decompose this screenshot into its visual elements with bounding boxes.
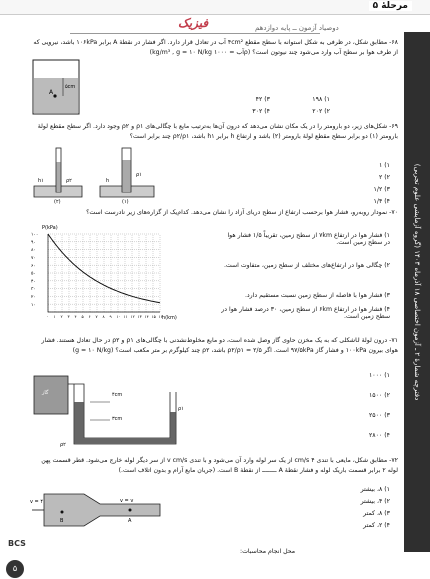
- q70-x-tick: ۱۲: [130, 314, 135, 319]
- q68-option-2[interactable]: ۲) ۲۰۲: [312, 108, 330, 115]
- subtitle: دوصیاد آزمون ــ پایه دوازدهم: [255, 24, 339, 32]
- q71-label-pbottom: ۳cm: [112, 416, 123, 422]
- q70-chart: [30, 222, 190, 332]
- scratch-note: محل انجام محاسبات:: [240, 548, 296, 555]
- question-68-text: ۶۸- مطابق شکل، در ظرفی به شکل استوانه با سطح مقطع ۴cm² آب در تعادل قرار دارد. اگر فشار در نقطۀ A برابر ۱۰۶kPa باشد، نیرویی که از طرف هوا بر سطح آب وارد می‌شود چند نیوتون است؟ (ρآب = ۱۰۰۰ kg/m³ , g = ۱۰ N/kg): [33, 39, 398, 57]
- q71-option-3[interactable]: ۳) ۲۵۰۰: [368, 412, 390, 419]
- q70-y-tick: ۱۰: [31, 302, 36, 308]
- q71-label-rho2: ρ۲: [60, 442, 66, 448]
- q70-x-tick: ۰: [46, 314, 49, 319]
- q70-x-tick: ۱۳: [137, 314, 142, 319]
- q70-x-tick: ۸: [102, 314, 105, 319]
- q70-x-tick: ۹: [109, 314, 112, 319]
- q70-y-tick: ۵۰: [31, 271, 36, 277]
- q71-option-2[interactable]: ۲) ۱۵۰۰: [368, 392, 390, 399]
- q69-label-2: (۲): [54, 199, 61, 204]
- q72-label-v-in: v = ۴: [30, 499, 44, 505]
- q70-x-tick: ۳: [67, 314, 70, 319]
- q72-option-2[interactable]: ۲) ۴، بیشتر: [360, 498, 390, 505]
- q70-y-tick: ۴۰: [31, 279, 36, 285]
- page-number: ۵: [12, 564, 18, 573]
- q70-x-tick: ۱۱: [123, 314, 128, 319]
- q68-option-1[interactable]: ۱) ۱۹۸: [312, 96, 330, 103]
- stage-label: مرحلۀ ۵: [369, 1, 412, 11]
- q70-y-tick: ۳۰: [31, 287, 36, 293]
- q70-y-tick: ۷۰: [31, 256, 36, 261]
- q70-x-tick: ۱۴: [144, 314, 149, 319]
- q72-figure: [30, 486, 170, 530]
- q68-label-depth: ۵cm: [65, 84, 76, 90]
- question-71-text: ۷۱- درون لولۀ U‌شکلی که به یک مخزن حاوی گاز وصل شده است، دو مایع مخلوط‌نشدنی با چگالی‌های ρ۱ و ρ۲ در حال تعادل هستند. فشار هوای بیرون ۱۰۰kPa و فشار گاز ۹۷/۵kPa است. اگر ρ۲/ρ۱ = ۲/۵ باشد، ρ۲ چند کیلوگرم بر متر مکعب است؟ (g = ۱۰ N/kg): [41, 337, 398, 355]
- question-71: [30, 336, 398, 356]
- q71-label-gas: گاز: [42, 390, 49, 396]
- q70-y-tick: ۹۰: [31, 240, 36, 246]
- question-70: [30, 208, 398, 218]
- q71-option-4[interactable]: ۴) ۲۸۰۰: [368, 432, 390, 439]
- subject-title: فیزیک: [178, 16, 209, 30]
- q70-option-4[interactable]: ۴) فشار هوا در ارتفاع ۶km از سطح زمین، ۳۰ درصد فشار هوا در سطح زمین است.: [221, 306, 390, 320]
- q68-label-a: A: [49, 89, 54, 96]
- q70-x-tick: ۴: [74, 314, 77, 319]
- q69-option-1[interactable]: ۱) ۱: [378, 162, 390, 169]
- q72-option-4[interactable]: ۴) ۲، کمتر: [363, 522, 390, 529]
- q72-label-a: A: [128, 518, 132, 524]
- q70-y-label: P(kPa): [42, 225, 58, 231]
- q68-option-3[interactable]: ۳) ۴۲: [255, 96, 270, 103]
- footer-brand: BCS: [8, 539, 26, 548]
- q71-label-rho1: ρ۱: [178, 406, 184, 412]
- q71-figure: [30, 372, 200, 450]
- page-number-badge: [6, 560, 24, 578]
- q69-label-rho2: ρ۲: [66, 178, 72, 184]
- q69-label-1: (۱): [122, 199, 129, 204]
- q70-x-tick: ۱۰: [116, 314, 121, 319]
- question-69-text: ۶۹- شکل‌های زیر، دو بارومتر را در یک مکان نشان می‌دهد که درون آن‌ها به‌ترتیب مایع با چگالی‌های ρ۱ و ρ۲ وجود دارد. اگر سطح مقطع لولۀ بارومتر (۱) دو برابر سطح مقطع لولۀ بارومتر (۲) باشد و ارتفاع h برابر h۱ باشد، ρ۲/ρ۱ چند برابر است؟: [37, 123, 398, 141]
- q69-option-4[interactable]: ۴) ۱/۴: [373, 198, 390, 205]
- q70-x-tick: ۱: [53, 314, 56, 319]
- q70-x-tick: ۱۶: [158, 314, 163, 319]
- q70-grid: [48, 234, 160, 312]
- q69-option-3[interactable]: ۳) ۱/۲: [373, 186, 390, 193]
- q68-figure: [25, 56, 89, 118]
- q70-x-tick: ۷: [95, 314, 98, 319]
- q69-label-rho1: ρ۱: [136, 172, 142, 178]
- q70-y-tick: ۲۰: [31, 295, 36, 300]
- q71-option-1[interactable]: ۱) ۱۰۰۰: [368, 372, 390, 379]
- question-69: [30, 122, 398, 142]
- q72-option-3[interactable]: ۳) ۸، کمتر: [363, 510, 390, 517]
- side-band-text: دفترچه شمارۀ ۲ ـ آزمون اختصاصی ۱۸ آذرماه ۱۴۰۳ (گروه آزمایشی علوم تجربی): [413, 163, 421, 401]
- q70-option-1[interactable]: ۱) فشار هوا در ارتفاع ۷km از سطح زمین، تقریباً ۱/۵ فشار هوا در سطح زمین است.: [227, 232, 390, 246]
- q70-y-tick: ۱۰۰: [31, 232, 39, 238]
- q69-label-h1: h۱: [38, 178, 44, 184]
- question-72: [30, 456, 398, 476]
- q70-x-tick: ۱۵: [151, 314, 156, 319]
- q71-label-ptop: ۴cm: [112, 392, 123, 398]
- q70-x-tick: ۶: [88, 314, 91, 319]
- q72-label-v-out: v = v: [120, 498, 134, 504]
- q70-x-label: h(km): [162, 315, 177, 321]
- question-70-text: ۷۰- نمودار روبه‌رو، فشار هوا برحسب ارتفاع از سطح دریای آزاد را نشان می‌دهد. کدام‌یک از گزاره‌های زیر نادرست است؟: [86, 209, 398, 216]
- q70-option-3[interactable]: ۳) فشار هوا با فاصله از سطح زمین نسبت مستقیم دارد.: [244, 292, 390, 299]
- subtitle-divider: [70, 33, 320, 34]
- q72-label-b: B: [60, 518, 64, 524]
- q70-option-2[interactable]: ۲) چگالی هوا در ارتفاع‌های مختلف از سطح زمین، متفاوت است.: [223, 262, 390, 269]
- q69-figure: [30, 142, 160, 204]
- q68-option-4[interactable]: ۴) ۳۰۲: [252, 108, 270, 115]
- q70-curve: [48, 234, 160, 303]
- q70-y-tick: ۸۰: [31, 248, 36, 254]
- q69-label-h: h: [106, 178, 110, 184]
- q69-option-2[interactable]: ۲) ۲: [378, 174, 390, 181]
- question-72-text: ۷۲- مطابق شکل، مایعی با تندی ۴ cm/s از یک سر لوله وارد آن می‌شود و با تندی v cm/s از سر دیگر لوله خارج می‌شود. قطر قسمت پهن لوله ۲ برابر قسمت باریک لوله و فشار نقطۀ A ــــــــ از نقطۀ B است. (جریان مایع آرام و بدون اتلاف است.): [41, 457, 398, 475]
- q70-x-tick: ۲: [60, 314, 63, 319]
- q70-y-tick: ۶۰: [31, 263, 36, 269]
- q72-option-1[interactable]: ۱) ۸، بیشتر: [360, 486, 390, 493]
- q70-x-tick: ۵: [81, 314, 84, 319]
- top-strip: [0, 0, 430, 15]
